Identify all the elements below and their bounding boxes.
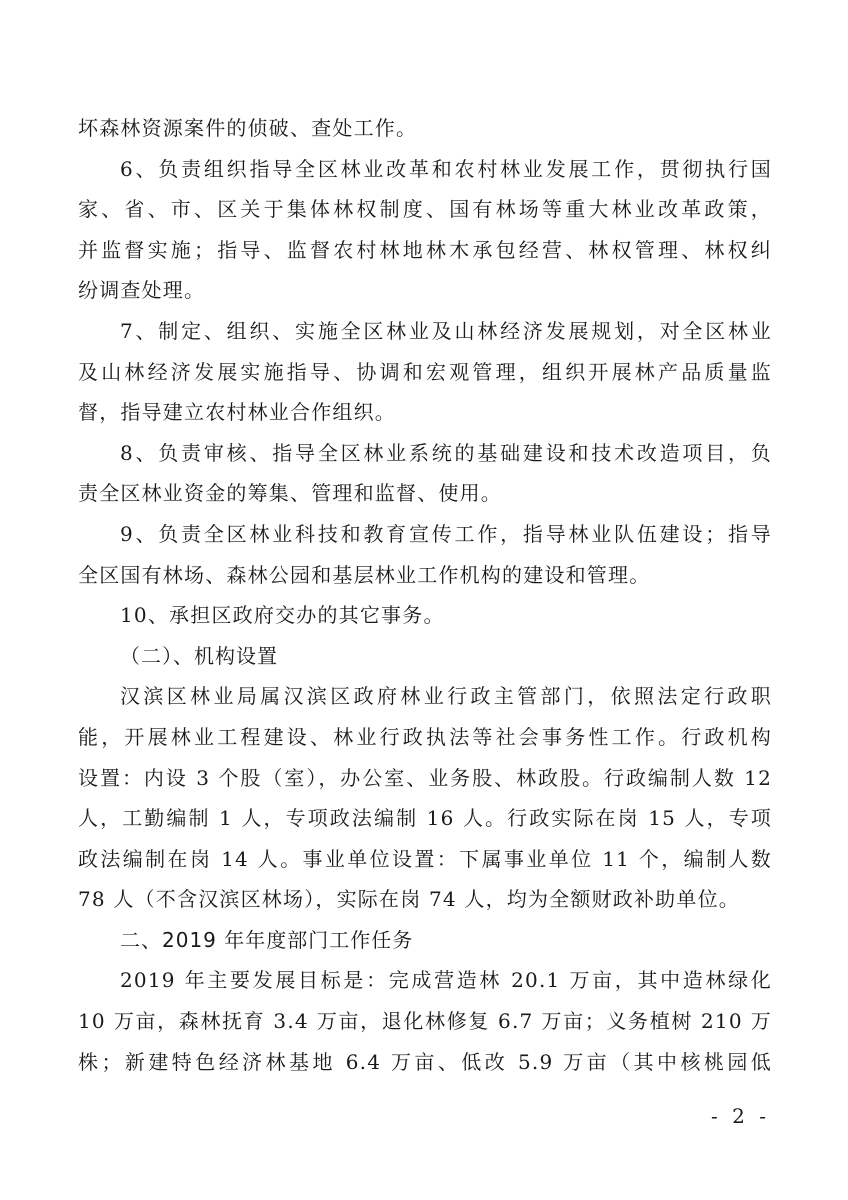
section-heading: 二、2019 年年度部门工作任务 bbox=[120, 927, 414, 952]
body-text-line: 家、省、市、区关于集体林权制度、国有林场等重大林业改革政策， bbox=[78, 197, 772, 222]
body-text-line: 督，指导建立农村林业合作组织。 bbox=[78, 400, 396, 425]
body-text-line: 10 万亩，森林抚育 3.4 万亩，退化林修复 6.7 万亩；义务植树 210 万 bbox=[78, 1009, 772, 1034]
body-text-line: 8、负责审核、指导全区林业系统的基础建设和技术改造项目，负 bbox=[120, 440, 772, 465]
body-text-line: 并监督实施；指导、监督农村林地林木承包经营、林权管理、林权纠 bbox=[78, 237, 772, 262]
body-text-line: 能，开展林业工程建设、林业行政执法等社会事务性工作。行政机构 bbox=[78, 724, 772, 749]
body-text-line: 及山林经济发展实施指导、协调和宏观管理，组织开展林产品质量监 bbox=[78, 359, 772, 384]
body-text-line: 坏森林资源案件的侦破、查处工作。 bbox=[78, 116, 418, 140]
body-text-line: 78 人（不含汉滨区林场），实际在岗 74 人，均为全额财政补助单位。 bbox=[78, 887, 740, 912]
page-number: - 2 - bbox=[711, 1104, 770, 1128]
body-text-line: 7、制定、组织、实施全区林业及山林经济发展规划，对全区林业 bbox=[120, 318, 772, 343]
body-text-line: 全区国有林场、森林公园和基层林业工作机构的建设和管理。 bbox=[78, 562, 651, 587]
body-text-line: 株；新建特色经济林基地 6.4 万亩、低改 5.9 万亩（其中核桃园低 bbox=[78, 1049, 772, 1074]
body-text-line: 10、承担区政府交办的其它事务。 bbox=[120, 603, 445, 628]
body-text-line: 汉滨区林业局属汉滨区政府林业行政主管部门，依照法定行政职 bbox=[120, 684, 772, 709]
body-text-line: 2019 年主要发展目标是：完成营造林 20.1 万亩，其中造林绿化 bbox=[120, 968, 772, 993]
body-text-line: 设置：内设 3 个股（室），办公室、业务股、林政股。行政编制人数 12 bbox=[78, 765, 772, 790]
body-text-line: 9、负责全区林业科技和教育宣传工作，指导林业队伍建设；指导 bbox=[120, 521, 772, 546]
body-text-line: 人，工勤编制 1 人，专项政法编制 16 人。行政实际在岗 15 人，专项 bbox=[78, 806, 772, 831]
section-heading: （二）、机构设置 bbox=[120, 643, 278, 668]
body-text-line: 6、负责组织指导全区林业改革和农村林业发展工作，贯彻执行国 bbox=[120, 156, 772, 181]
body-text-line: 纷调查处理。 bbox=[78, 278, 206, 303]
body-text-line: 政法编制在岗 14 人。事业单位设置：下属事业单位 11 个，编制人数 bbox=[78, 846, 772, 871]
document-body bbox=[78, 108, 772, 1082]
body-text-line: 责全区林业资金的筹集、管理和监督、使用。 bbox=[78, 481, 502, 506]
